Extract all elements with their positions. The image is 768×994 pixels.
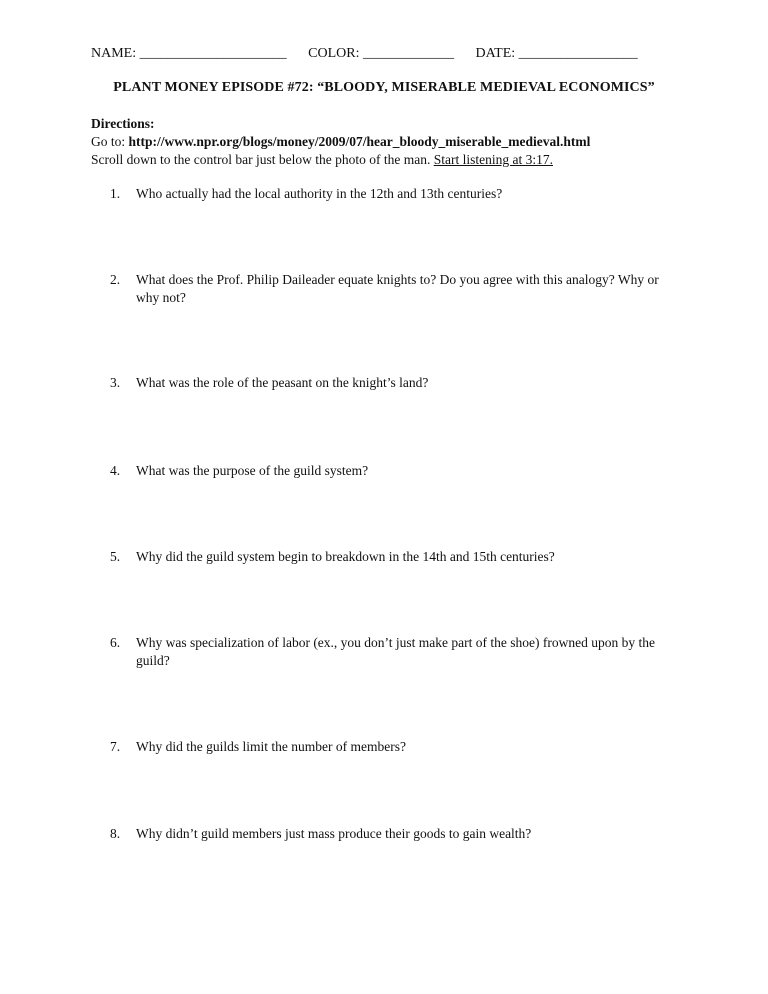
question-5 xyxy=(110,548,680,566)
question-6 xyxy=(110,634,680,670)
question-text: Why did the guilds limit the number of members? xyxy=(136,739,406,754)
question-text: Who actually had the local authority in the 12th and 13th centuries? xyxy=(136,186,503,201)
question-1 xyxy=(110,185,680,203)
question-text: Why was specialization of labor (ex., you don’t just make part of the shoe) frowned upon by the guild? xyxy=(136,635,655,668)
goto-line xyxy=(91,133,731,151)
scroll-text: Scroll down to the control bar just below the photo of the man. xyxy=(91,152,434,167)
question-text: Why didn’t guild members just mass produce their goods to gain wealth? xyxy=(136,826,532,841)
directions-block xyxy=(91,115,731,169)
goto-prefix: Go to: xyxy=(91,134,129,149)
question-text: Why did the guild system begin to breakdown in the 14th and 15th centuries? xyxy=(136,549,555,564)
question-text: What was the purpose of the guild system? xyxy=(136,463,369,478)
question-text: What does the Prof. Philip Daileader equate knights to? Do you agree with this analogy? Why or why not? xyxy=(136,272,659,305)
start-listening-text: Start listening at 3:17. xyxy=(433,152,553,167)
question-4 xyxy=(110,462,680,480)
question-number: 8. xyxy=(110,826,121,841)
worksheet-title: PLANT MONEY EPISODE #72: “BLOODY, MISERABLE MEDIEVAL ECONOMICS” xyxy=(113,80,655,95)
scroll-instruction xyxy=(91,151,731,169)
question-number: 1. xyxy=(110,186,121,201)
question-number: 4. xyxy=(110,463,121,478)
color-field: COLOR: _____________ xyxy=(308,46,454,61)
name-field: NAME: _____________________ xyxy=(91,46,287,61)
question-text: What was the role of the peasant on the knight’s land? xyxy=(136,375,429,390)
question-number: 6. xyxy=(110,635,121,650)
question-8 xyxy=(110,825,680,843)
student-info-row xyxy=(91,45,691,63)
question-2 xyxy=(110,271,680,307)
question-number: 7. xyxy=(110,739,121,754)
question-number: 2. xyxy=(110,272,121,287)
question-7 xyxy=(110,738,680,756)
question-3 xyxy=(110,374,680,392)
episode-url: http://www.npr.org/blogs/money/2009/07/hear_bloody_miserable_medieval.html xyxy=(128,134,591,149)
date-field: DATE: _________________ xyxy=(475,46,638,61)
question-number: 5. xyxy=(110,549,121,564)
directions-heading: Directions: xyxy=(91,116,155,131)
question-number: 3. xyxy=(110,375,121,390)
